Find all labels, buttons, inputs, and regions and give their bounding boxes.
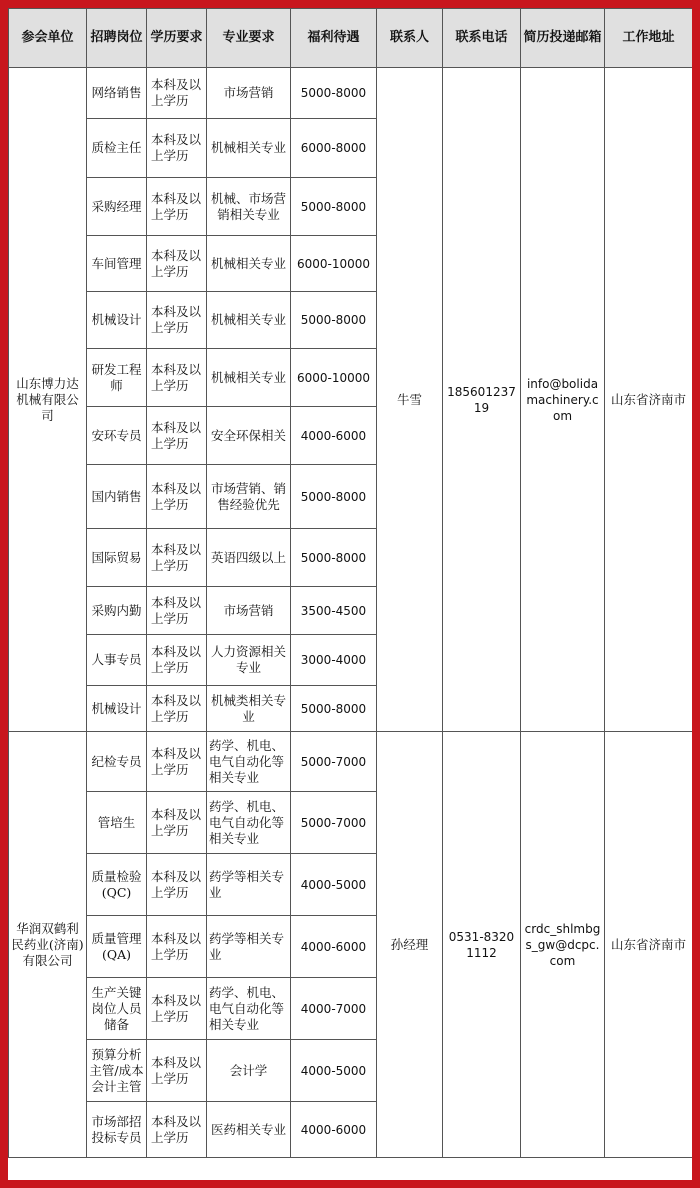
job-salary: 4000-6000 (291, 1102, 377, 1158)
job-education: 本科及以上学历 (147, 68, 207, 119)
job-salary: 4000-5000 (291, 854, 377, 916)
job-salary: 5000-8000 (291, 68, 377, 119)
job-position: 生产关键岗位人员储备 (87, 978, 147, 1040)
job-position: 国际贸易 (87, 529, 147, 587)
recruitment-table (8, 8, 692, 1158)
job-position: 质量管理(QA) (87, 916, 147, 978)
header-row (9, 9, 693, 68)
job-major: 安全环保相关 (207, 407, 291, 465)
job-salary: 5000-7000 (291, 792, 377, 854)
job-salary: 3000-4000 (291, 635, 377, 686)
table-row (9, 732, 693, 792)
header-position: 招聘岗位 (87, 9, 147, 68)
company-phone: 18560123719 (443, 68, 521, 732)
job-major: 药学等相关专业 (207, 916, 291, 978)
job-salary: 5000-8000 (291, 529, 377, 587)
job-major: 机械相关专业 (207, 119, 291, 178)
job-major: 机械相关专业 (207, 292, 291, 349)
job-position: 市场部招投标专员 (87, 1102, 147, 1158)
job-education: 本科及以上学历 (147, 1040, 207, 1102)
job-position: 管培生 (87, 792, 147, 854)
job-salary: 5000-8000 (291, 465, 377, 529)
job-position: 预算分析主管/成本会计主管 (87, 1040, 147, 1102)
job-salary: 4000-6000 (291, 407, 377, 465)
job-position: 机械设计 (87, 292, 147, 349)
job-education: 本科及以上学历 (147, 732, 207, 792)
header-email: 简历投递邮箱 (521, 9, 605, 68)
job-position: 安环专员 (87, 407, 147, 465)
job-salary: 4000-5000 (291, 1040, 377, 1102)
job-major: 市场营销 (207, 587, 291, 635)
job-education: 本科及以上学历 (147, 407, 207, 465)
header-salary: 福利待遇 (291, 9, 377, 68)
header-address: 工作地址 (605, 9, 693, 68)
company-name: 山东博力达机械有限公司 (9, 68, 87, 732)
job-education: 本科及以上学历 (147, 1102, 207, 1158)
job-position: 车间管理 (87, 236, 147, 292)
job-education: 本科及以上学历 (147, 635, 207, 686)
job-major: 机械、市场营销相关专业 (207, 178, 291, 236)
job-salary: 5000-8000 (291, 292, 377, 349)
table-row (9, 68, 693, 119)
job-salary: 5000-7000 (291, 732, 377, 792)
job-education: 本科及以上学历 (147, 236, 207, 292)
job-major: 机械相关专业 (207, 349, 291, 407)
job-position: 人事专员 (87, 635, 147, 686)
company-email[interactable]: crdc_shlmbgs_gw@dcpc.com (521, 732, 605, 1158)
company-contact: 牛雪 (377, 68, 443, 732)
job-education: 本科及以上学历 (147, 792, 207, 854)
job-major: 市场营销、销售经验优先 (207, 465, 291, 529)
job-major: 会计学 (207, 1040, 291, 1102)
header-education: 学历要求 (147, 9, 207, 68)
header-major: 专业要求 (207, 9, 291, 68)
company-address: 山东省济南市 (605, 68, 693, 732)
header-contact: 联系人 (377, 9, 443, 68)
company-phone: 0531-83201112 (443, 732, 521, 1158)
company-name: 华润双鹤利民药业(济南)有限公司 (9, 732, 87, 1158)
job-position: 机械设计 (87, 686, 147, 732)
job-major: 药学、机电、电气自动化等相关专业 (207, 792, 291, 854)
job-major: 药学、机电、电气自动化等相关专业 (207, 978, 291, 1040)
job-salary: 5000-8000 (291, 178, 377, 236)
job-education: 本科及以上学历 (147, 178, 207, 236)
job-major: 英语四级以上 (207, 529, 291, 587)
job-education: 本科及以上学历 (147, 349, 207, 407)
job-salary: 3500-4500 (291, 587, 377, 635)
job-salary: 6000-10000 (291, 349, 377, 407)
job-education: 本科及以上学历 (147, 854, 207, 916)
job-education: 本科及以上学历 (147, 119, 207, 178)
job-major: 药学等相关专业 (207, 854, 291, 916)
job-education: 本科及以上学历 (147, 529, 207, 587)
job-major: 药学、机电、电气自动化等相关专业 (207, 732, 291, 792)
job-education: 本科及以上学历 (147, 978, 207, 1040)
job-salary: 5000-8000 (291, 686, 377, 732)
job-position: 质量检验(QC) (87, 854, 147, 916)
job-major: 机械类相关专业 (207, 686, 291, 732)
job-major: 医药相关专业 (207, 1102, 291, 1158)
job-position: 质检主任 (87, 119, 147, 178)
job-position: 纪检专员 (87, 732, 147, 792)
job-position: 国内销售 (87, 465, 147, 529)
job-major: 市场营销 (207, 68, 291, 119)
job-education: 本科及以上学历 (147, 465, 207, 529)
job-salary: 4000-7000 (291, 978, 377, 1040)
recruitment-table-frame (8, 8, 692, 1180)
job-education: 本科及以上学历 (147, 292, 207, 349)
job-position: 采购经理 (87, 178, 147, 236)
header-company: 参会单位 (9, 9, 87, 68)
company-email[interactable]: info@bolidamachinery.com (521, 68, 605, 732)
job-position: 研发工程师 (87, 349, 147, 407)
job-education: 本科及以上学历 (147, 916, 207, 978)
company-address: 山东省济南市 (605, 732, 693, 1158)
job-major: 人力资源相关专业 (207, 635, 291, 686)
job-education: 本科及以上学历 (147, 686, 207, 732)
job-education: 本科及以上学历 (147, 587, 207, 635)
job-position: 网络销售 (87, 68, 147, 119)
job-major: 机械相关专业 (207, 236, 291, 292)
job-position: 采购内勤 (87, 587, 147, 635)
company-contact: 孙经理 (377, 732, 443, 1158)
job-salary: 4000-6000 (291, 916, 377, 978)
job-salary: 6000-10000 (291, 236, 377, 292)
job-salary: 6000-8000 (291, 119, 377, 178)
header-phone: 联系电话 (443, 9, 521, 68)
